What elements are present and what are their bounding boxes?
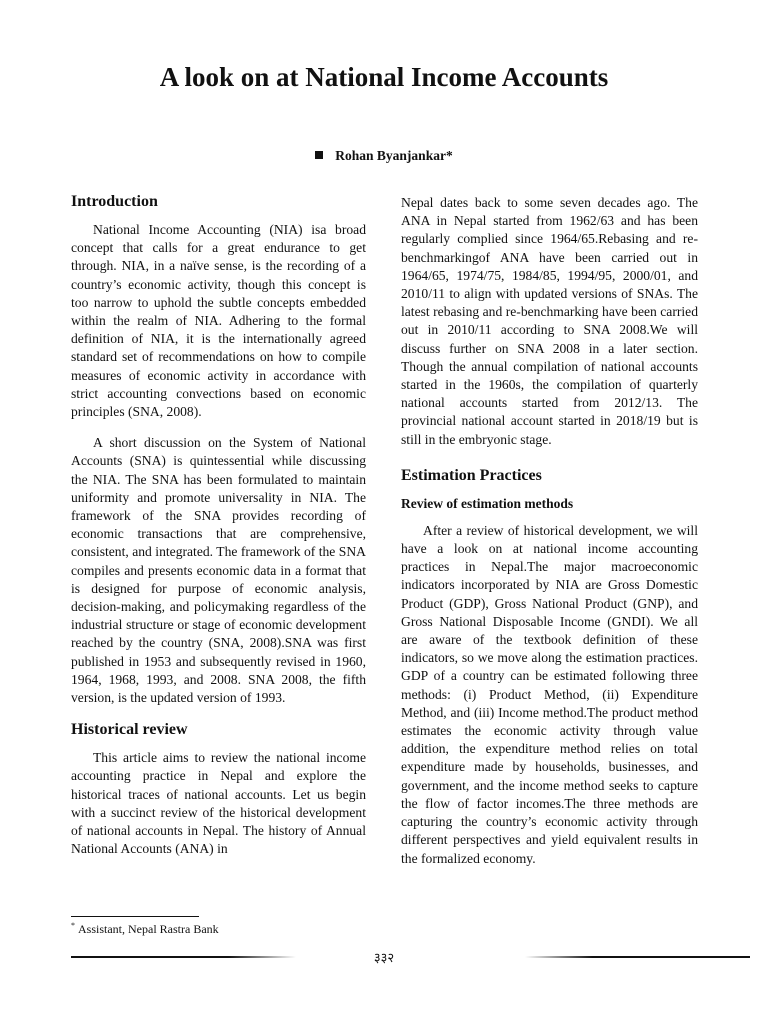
estimation-methods-paragraph: After a review of historical development, we will have a look on at national income accounting practices in Nepal.The major macroeconomic indicators incorporated by NIA are Gross Domestic Product (GDP), Gross National Product (GNP), and Gross National Disposable Income (GNDI). We all are aware of the textbook definition of these indicators, so we move along the estimation practices. GDP of a country can be estimated following three methods: (i) Product Method, (ii) Expenditure Method, and (iii) Income method.The product method estimates the economic activity through value addition, the expenditure method relies on total expenditure made by households, businesses, and government, and the income method seeks to capture the flow of factor incomes.The three methods are capturing the country’s economic activity through different perspectives and yield equivalent results in the formalized economy. — [401, 522, 698, 866]
right-column — [401, 194, 698, 881]
square-bullet-icon — [315, 151, 323, 159]
introduction-paragraph-1: National Income Accounting (NIA) isa broad concept that calls for a great endurance to get through. NIA, in a naïve sense, is the recording of a country’s economic activity, though this concept is too narrow to uphold the subtle concepts embedded within the realm of NIA. Adhering to the formal definition of NIA, it is the internationally agreed standard set of recommendations on how to compile measures of economic activity in accordance with strict accounting convections based on economic principles (SNA, 2008). — [71, 222, 366, 420]
historical-review-heading: Historical review — [71, 721, 188, 739]
introduction-heading: Introduction — [71, 193, 158, 210]
introduction-paragraph-2: A short discussion on the System of National Accounts (SNA) is quintessential while discussing the NIA. The SNA has been formulated to maintain uniformity and promote universality in NIA. The framework of the SNA provides recording of economic transactions that are comprehensive, consistent, and integrated. The framework of the SNA compiles and presents economic data in a format that is designed for purpose of economic analysis, decision-making, and policymaking regardless of the industrial structure or stage of economic development reached by the country (SNA, 2008).SNA was first published in 1953 and subsequently revised in 1960, 1964, 1968, 1993, and 2008. SNA 2008, the fifth version, is the updated version of 1993. — [71, 435, 366, 706]
footnote-rule — [71, 916, 199, 917]
author-name: Rohan Byanjankar* — [335, 148, 453, 163]
historical-review-paragraph-continued: Nepal dates back to some seven decades ago. The ANA in Nepal started from 1962/63 and has been regularly complied since 1964/65.Rebasing and re-benchmarkingof ANA have been carried out in 1964/65, 1974/75, 1984/85, 1994/95, 2000/01, and 2010/11 to align with updated versions of SNAs. The latest rebasing and re-benchmarking have been carried out in 2010/11 according to SNA 2008.We will discuss further on SNA 2008 in a later section. Though the annual compilation of national accounts started in the 1960s, the compilation of quarterly national accounts started from 2012/13. The provincial national account started in 2018/19 but is still in the embryonic stage. — [401, 195, 698, 447]
footnote-marker: * — [71, 921, 75, 930]
page-title: A look on at National Income Accounts — [159, 62, 609, 92]
estimation-practices-heading: Estimation Practices — [401, 466, 542, 484]
estimation-methods-subheading: Review of estimation methods — [401, 495, 574, 511]
footnote-text: Assistant, Nepal Rastra Bank — [78, 922, 219, 936]
footer-rule-right — [525, 956, 750, 958]
left-column — [71, 192, 366, 872]
author-line — [0, 148, 768, 164]
historical-review-paragraph: This article aims to review the national income accounting practice in Nepal and explore the historical traces of national accounts. Let us begin with a succinct review of the historical development of national accounts in Nepal. The history of Annual National Accounts (ANA) in — [71, 750, 366, 857]
page-number: ३३२ — [373, 951, 395, 966]
footnote — [71, 921, 219, 937]
